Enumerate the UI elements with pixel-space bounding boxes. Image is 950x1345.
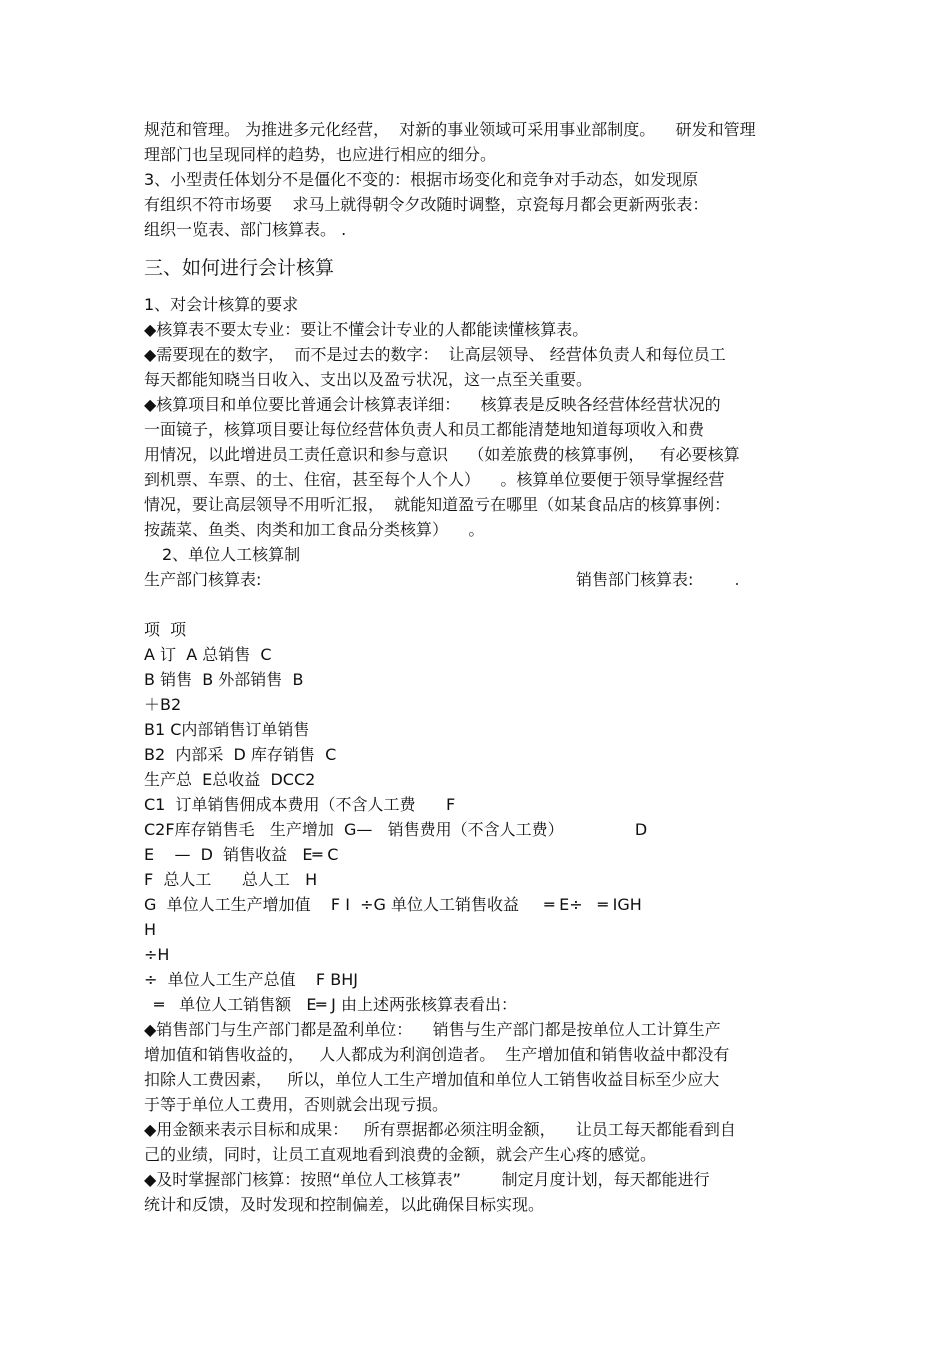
table-line: 生产总 E总收益 DCC2 — [144, 770, 316, 789]
text-line: 理部门也呈现同样的趋势，也应进行相应的细分。 — [144, 145, 497, 164]
section-heading: 三、如何进行会计核算 — [144, 257, 335, 279]
text-line: 情况，要让高层领导不用听汇报， 就能知道盈亏在哪里（如某食品店的核算事例： — [144, 495, 731, 514]
table-line: ＋B2 — [144, 695, 182, 714]
table-line: C1 订单销售佣成本费用（不含人工费 F — [144, 795, 456, 814]
text-line: ◆核算项目和单位要比普通会计核算表详细： 核算表是反映各经营体经营状况的 — [144, 395, 721, 414]
table-line: A 订 A 总销售 C — [144, 645, 272, 664]
table-line: H — [144, 920, 157, 939]
table-line: E — D 销售收益 E═ C — [144, 845, 339, 864]
text-line: 一面镜子，核算项目要让每位经营体负责人和员工都能清楚地知道每项收入和费 — [144, 420, 705, 439]
text-line: 用情况，以此增进员工责任意识和参与意识 （如差旅费的核算事例， 有必要核算 — [144, 445, 740, 464]
table-line: ÷ 单位人工生产总值 F BHJ — [144, 970, 358, 989]
text-line: 扣除人工费因素， 所以，单位人工生产增加值和单位人工销售收益目标至少应大 — [144, 1070, 720, 1089]
table-line: B1 C内部销售订单销售 — [144, 720, 310, 739]
text-line: ◆用金额来表示目标和成果： 所有票据都必须注明金额， 让员工每天都能看到自 — [144, 1120, 736, 1139]
text-line: 组织一览表、部门核算表。 . — [144, 220, 347, 239]
text-line: 每天都能知晓当日收入、支出以及盈亏状况，这一点至关重要。 — [144, 370, 593, 389]
text-line: 有组织不符市场要 求马上就得朝令夕改随时调整，京瓷每月都会更新两张表： — [144, 195, 709, 214]
text-line: 规范和管理。 为推进多元化经营， 对新的事业领域可采用事业部制度。 研发和管理 — [144, 120, 756, 139]
table-line: ÷H — [144, 945, 170, 964]
text-line: 3、小型责任体划分不是僵化不变的：根据市场变化和竞争对手动态，如发现原 — [144, 170, 699, 189]
table-line: ═ 单位人工销售额 E═ J 由上述两张核算表看出： — [144, 995, 517, 1014]
table-line: F 总人工 总人工 H — [144, 870, 318, 889]
text-line: ◆及时掌握部门核算：按照“单位人工核算表” 制定月度计划，每天都能进行 — [144, 1170, 710, 1189]
table-line: B2 内部采 D 库存销售 C — [144, 745, 337, 764]
text-line: ◆核算表不要太专业：要让不懂会计专业的人都能读懂核算表。 — [144, 320, 589, 339]
text-line: 于等于单位人工费用，否则就会出现亏损。 — [144, 1095, 449, 1114]
text-line: 己的业绩，同时，让员工直观地看到浪费的金额，就会产生心疼的感觉。 — [144, 1145, 657, 1164]
text-line: 按蔬菜、鱼类、肉类和加工食品分类核算） 。 — [144, 520, 485, 539]
production-table-label: 生产部门核算表: — [144, 570, 262, 589]
subsection-heading: 2、单位人工核算制 — [162, 545, 301, 564]
table-line: B 销售 B 外部销售 B — [144, 670, 304, 689]
text-line: 到机票、车票、的士、住宿，甚至每个人个人） 。核算单位要便于领导掌握经营 — [144, 470, 725, 489]
text-line: ◆销售部门与生产部门都是盈利单位： 销售与生产部门都是按单位人工计算生产 — [144, 1020, 721, 1039]
text-line: 增加值和销售收益的， 人人都成为利润创造者。 生产增加值和销售收益中都没有 — [144, 1045, 730, 1064]
table-line: G 单位人工生产增加值 F I ÷G 单位人工销售收益 ═ E÷ ═ IGH — [144, 895, 642, 914]
sales-table-label: 销售部门核算表: — [576, 570, 694, 589]
table-line: 项 项 — [144, 620, 187, 639]
text-line: ◆需要现在的数字， 而不是过去的数字： 让高层领导、 经营体负责人和每位员工 — [144, 345, 726, 364]
text-line: 统计和反馈，及时发现和控制偏差，以此确保目标实现。 — [144, 1195, 545, 1214]
table-line: C2F库存销售毛 生产增加 G— 销售费用（不含人工费） D — [144, 820, 648, 839]
text-line: 1、对会计核算的要求 — [144, 295, 299, 314]
stray-dot — [736, 583, 738, 585]
